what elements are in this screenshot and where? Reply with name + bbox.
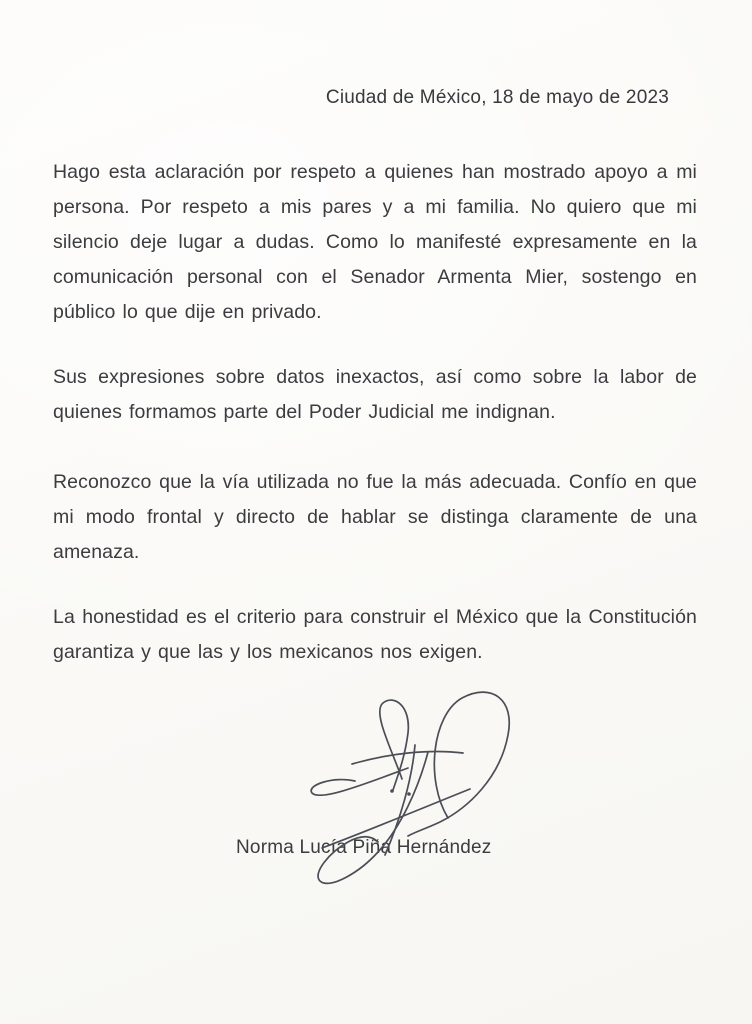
paragraph-4: La honestidad es el criterio para construir el México que la Constitución garantiza y que las y los mexicanos nos exigen. <box>53 606 697 663</box>
dateline: Ciudad de México, 18 de mayo de 2023 <box>325 87 669 108</box>
signer-name: Norma Lucía Piña Hernández <box>236 837 492 858</box>
paragraph-2: Sus expresiones sobre datos inexactos, así como sobre la labor de quienes formamos parte del Poder Judicial me indignan. <box>53 366 697 423</box>
paragraph-3: Reconozco que la vía utilizada no fue la más adecuada. Confío en que mi modo frontal y directo de hablar se distinga claramente de una amenaza. <box>53 471 697 563</box>
paragraph-1: Hago esta aclaración por respeto a quienes han mostrado apoyo a mi persona. Por respeto a mis pares y a mi familia. No quiero que mi silencio deje lugar a dudas. Como lo manifesté expresamente en la comunicación personal con el Senador Armenta Mier, sostengo en público lo que dije en privado. <box>53 161 697 323</box>
signature-ink <box>293 681 557 899</box>
